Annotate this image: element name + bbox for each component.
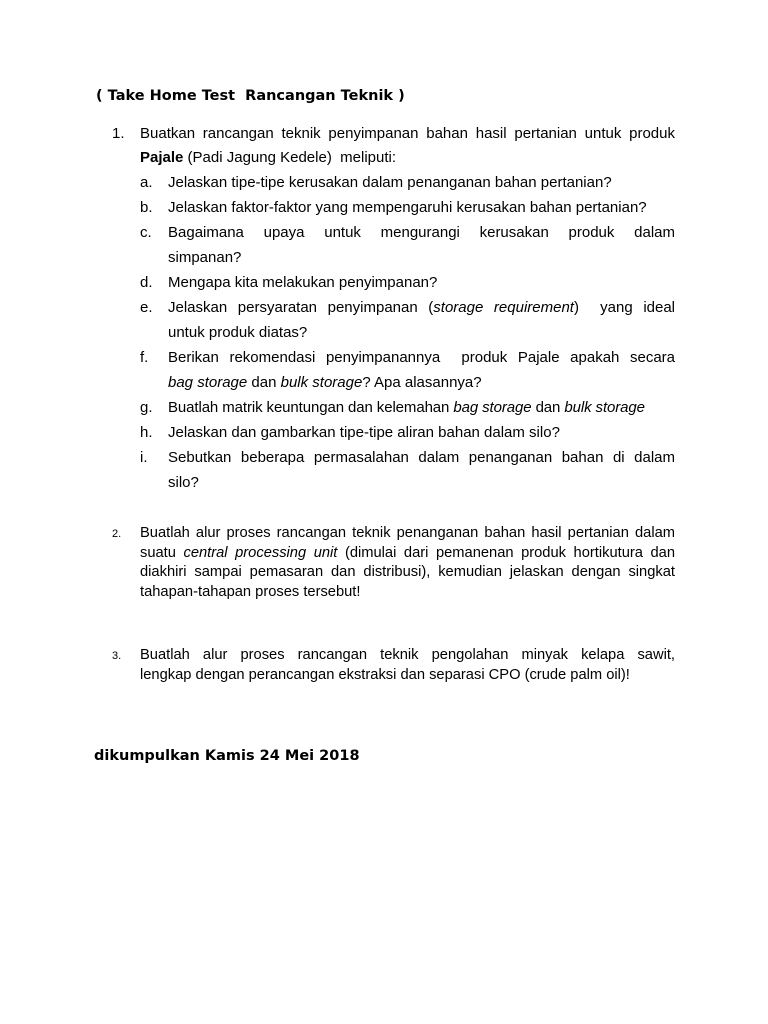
sub-question-text — [168, 345, 675, 395]
product-name: Pajale — [140, 149, 184, 166]
question-2-line-1: Buatlah alur proses rancangan teknik penanganan bahan hasil pertanian dalam — [140, 525, 675, 541]
question-number: 2. — [112, 528, 122, 540]
question-1-line-2-rest: (Padi Jagung Kedele) meliputi: — [183, 149, 396, 166]
question-1 — [112, 122, 675, 495]
question-2-row — [112, 524, 675, 602]
question-3-line-1: Buatlah alur proses rancangan teknik pengolahan minyak kelapa sawit, — [140, 647, 675, 663]
sub-question-line-2: simpanan? — [168, 249, 242, 266]
sub-question-line-2 — [168, 370, 675, 395]
sub-question-line-1 — [168, 295, 675, 320]
question-1-text — [140, 122, 675, 170]
sub-question-line-1: Sebutkan beberapa permasalahan dalam penanganan bahan di dalam — [168, 449, 675, 466]
text-segment: ? Apa alasannya? — [362, 374, 482, 391]
text-segment: Jelaskan persyaratan penyimpanan ( — [168, 299, 434, 316]
sub-question-h — [140, 420, 675, 445]
sub-question-letter: a. — [140, 174, 153, 191]
question-3-text — [140, 646, 675, 685]
question-2-text — [140, 524, 675, 602]
question-number: 1. — [112, 125, 125, 142]
sub-question-text: Jelaskan faktor-faktor yang mempengaruhi kerusakan bahan pertanian? — [168, 199, 647, 216]
text-segment: ) yang ideal — [573, 299, 676, 316]
italic-term: bag storage — [453, 399, 532, 416]
submission-deadline: dikumpulkan Kamis 24 Mei 2018 — [94, 748, 360, 764]
sub-question-letter: b. — [140, 199, 153, 216]
question-3 — [112, 646, 675, 685]
question-1-line-1: Buatkan rancangan teknik penyimpanan bahan hasil pertanian untuk produk — [140, 125, 675, 142]
sub-question-letter: d. — [140, 274, 153, 291]
text-segment: dan — [247, 374, 281, 391]
question-2-line-2 — [140, 544, 675, 564]
sub-question-line-1: Bagaimana upaya untuk mengurangi kerusakan produk dalam — [168, 224, 675, 241]
sub-question-text — [168, 445, 675, 495]
sub-question-text: Jelaskan dan gambarkan tipe-tipe aliran bahan dalam silo? — [168, 424, 560, 441]
sub-question-text — [168, 295, 675, 345]
sub-question-letter: e. — [140, 299, 153, 316]
sub-question-text — [168, 395, 675, 420]
sub-question-g — [140, 395, 675, 420]
question-2-line-3: diakhiri sampai pemasaran dan distribusi), kemudian jelaskan dengan singkat — [140, 564, 675, 580]
sub-question-text: Mengapa kita melakukan penyimpanan? — [168, 274, 438, 291]
sub-question-line-2: untuk produk diatas? — [168, 324, 308, 341]
sub-question-c — [140, 220, 675, 270]
sub-question-f — [140, 345, 675, 395]
sub-question-d — [140, 270, 675, 295]
sub-question-e — [140, 295, 675, 345]
text-segment: suatu — [140, 544, 184, 561]
sub-question-text — [168, 220, 675, 270]
text-segment: (dimulai dari pemanenan produk hortikutura dan — [337, 544, 675, 561]
question-1-header — [112, 122, 675, 170]
question-number: 3. — [112, 650, 122, 662]
question-2 — [112, 524, 675, 602]
text-segment: Buatlah matrik keuntungan dan kelemahan — [168, 399, 454, 416]
document-title: ( Take Home Test Rancangan Teknik ) — [96, 88, 405, 104]
sub-question-line-1: Berikan rekomendasi penyimpanannya produk Pajale apakah secara — [168, 349, 675, 366]
question-3-line-2: lengkap dengan perancangan ekstraksi dan separasi CPO (crude palm oil)! — [140, 666, 630, 683]
italic-term: central processing unit — [183, 544, 338, 561]
sub-question-b — [140, 195, 675, 220]
sub-question-text: Jelaskan tipe-tipe kerusakan dalam penanganan bahan pertanian? — [168, 174, 612, 191]
sub-question-letter: f. — [140, 349, 149, 366]
italic-term: bag storage — [168, 374, 248, 391]
sub-question-list — [140, 170, 675, 495]
question-2-line-4: tahapan-tahapan proses tersebut! — [140, 583, 361, 600]
sub-question-letter: c. — [140, 224, 152, 241]
sub-question-line-2: silo? — [168, 474, 199, 491]
sub-question-letter: h. — [140, 424, 153, 441]
italic-term: bulk storage — [564, 399, 645, 416]
italic-term: bulk storage — [280, 374, 363, 391]
text-segment: dan — [531, 399, 565, 416]
sub-question-i — [140, 445, 675, 495]
sub-question-letter: i. — [140, 449, 148, 466]
sub-question-a — [140, 170, 675, 195]
italic-term: storage requirement — [433, 299, 574, 316]
sub-question-letter: g. — [140, 399, 153, 416]
question-1-line-2 — [140, 146, 675, 170]
question-3-row — [112, 646, 675, 685]
